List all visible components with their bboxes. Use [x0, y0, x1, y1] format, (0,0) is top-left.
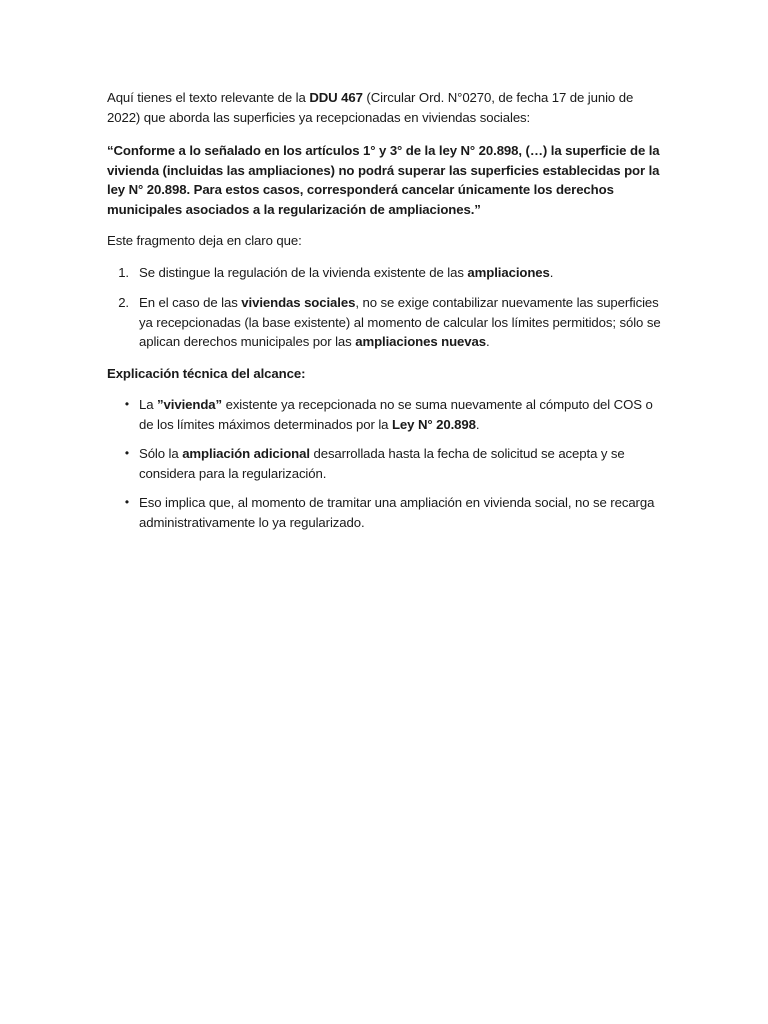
- item-text: .: [486, 334, 490, 349]
- bullet-icon: •: [124, 495, 129, 509]
- quoted-regulation: “Conforme a lo señalado en los artículos 1° y 3° de la ley N° 20.898, (…) la superficie de la vivienda (incluidas las ampliaciones) no podrá superar las superficies establecidas por la ley N° 20.898. Para estos casos, corresponderá cancelar únicamente los derechos municipales asociados a la regularización de ampliaciones.”: [107, 143, 660, 217]
- item-bold-text: ampliaciones nuevas: [355, 334, 486, 349]
- numbered-item-2: [107, 293, 667, 352]
- numbered-item-1: [107, 263, 667, 283]
- numbered-list: [107, 263, 667, 352]
- item-text: existente ya recepcionada no se suma nuevamente al cómputo del COS o de los límites máximos determinados por la: [139, 397, 653, 432]
- item-text: Sólo la: [139, 446, 183, 461]
- bullet-list: [107, 395, 667, 532]
- bullet-item-2: [107, 444, 667, 483]
- bullet-icon: •: [124, 397, 129, 411]
- item-text: Se distingue la regulación de la vivienda existente de las: [139, 264, 468, 280]
- lead-sentence: Este fragmento deja en claro que:: [107, 233, 302, 248]
- intro-ddu-reference: DDU 467: [309, 90, 363, 105]
- item-bold-text: ampliaciones: [467, 264, 550, 280]
- item-text: .: [549, 264, 554, 280]
- intro-text-2: (Circular Ord. N°0270, de fecha 17 de junio de 2022) que aborda las superficies ya recepcionadas en viviendas sociales:: [107, 90, 634, 125]
- list-number: 2.: [118, 295, 129, 310]
- item-text: En el caso de las: [139, 295, 242, 310]
- list-number: 1.: [118, 264, 129, 280]
- item-text: .: [475, 416, 480, 432]
- bullet-item-1: [107, 395, 667, 434]
- item-bold-text: Ley N° 20.898: [391, 416, 476, 432]
- intro-text-1: Aquí tienes el texto relevante de la: [107, 90, 310, 105]
- item-text: Eso implica que, al momento de tramitar una ampliación en vivienda social, no se recarga administrativamente lo ya regularizado.: [139, 495, 655, 530]
- item-bold-text: viviendas sociales: [241, 295, 356, 310]
- bullet-item-3: [107, 493, 667, 532]
- item-text: desarrollada hasta la fecha de solicitud se acepta y se considera para la regularización.: [139, 446, 625, 481]
- item-text: La: [139, 397, 158, 412]
- item-bold-text: ampliación adicional: [182, 446, 310, 461]
- document-body: [107, 88, 667, 542]
- section-heading: Explicación técnica del alcance:: [107, 365, 306, 381]
- item-bold-text: ”vivienda”: [157, 397, 223, 412]
- item-text: , no se exige contabilizar nuevamente las superficies ya recepcionadas (la base existente) al momento de calcular los límites permitidos; sólo se aplican derechos municipales por las: [139, 295, 661, 349]
- intro-paragraph: [107, 88, 667, 127]
- bullet-icon: •: [124, 446, 129, 460]
